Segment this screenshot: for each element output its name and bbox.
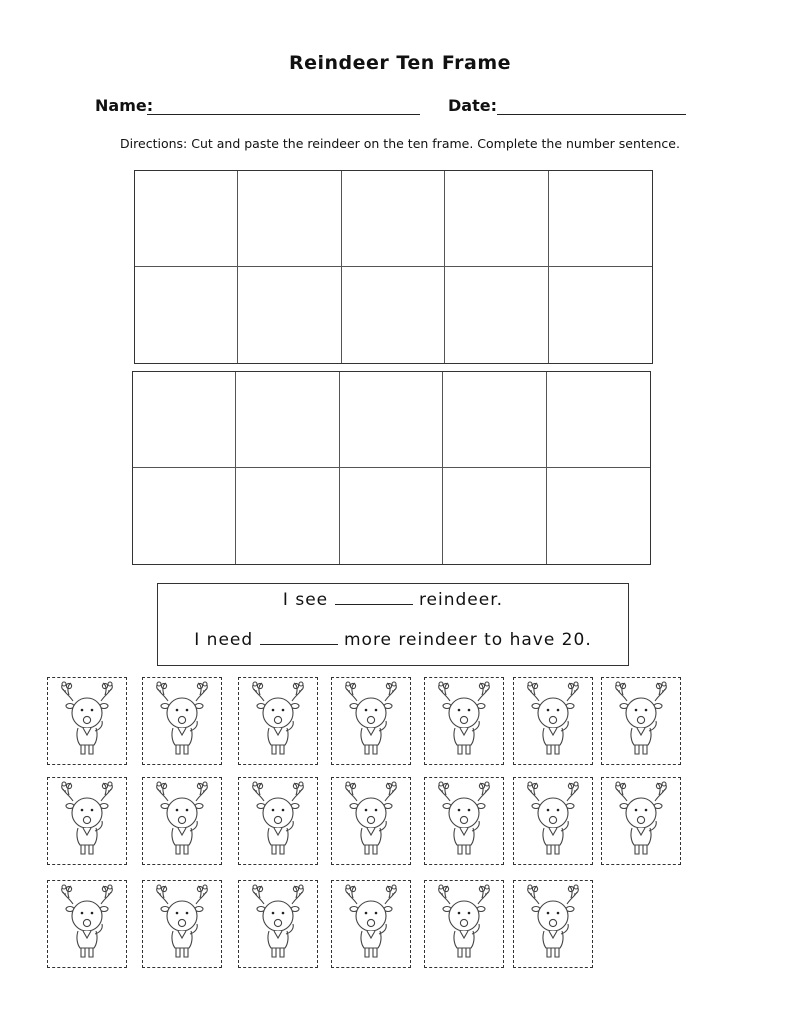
reindeer-card[interactable] [142, 777, 222, 865]
reindeer-card[interactable] [513, 777, 593, 865]
ten-frame-cell[interactable] [133, 372, 236, 468]
ten-frame-cell[interactable] [340, 372, 443, 468]
date-field[interactable] [497, 114, 686, 115]
ten-frame-cell[interactable] [547, 468, 650, 564]
reindeer-card[interactable] [47, 880, 127, 968]
reindeer-icon [343, 679, 399, 763]
page-title: Reindeer Ten Frame [288, 52, 512, 74]
ten-frame-cell[interactable] [342, 171, 445, 267]
reindeer-icon [343, 779, 399, 863]
reindeer-card[interactable] [142, 677, 222, 765]
reindeer-card[interactable] [513, 677, 593, 765]
ten-frame-cell[interactable] [342, 267, 445, 363]
reindeer-card[interactable] [331, 677, 411, 765]
ten-frame-cell[interactable] [549, 267, 652, 363]
number-sentence-2 [158, 630, 628, 650]
number-sentence-box [157, 583, 629, 666]
reindeer-icon [154, 679, 210, 763]
ten-frame-cell[interactable] [236, 372, 339, 468]
ten-frame-cell[interactable] [547, 372, 650, 468]
reindeer-card[interactable] [424, 880, 504, 968]
ten-frame-cell[interactable] [238, 267, 341, 363]
sentence-1-end: reindeer. [418, 590, 504, 610]
reindeer-icon [525, 679, 581, 763]
reindeer-icon [250, 882, 306, 966]
reindeer-card[interactable] [331, 777, 411, 865]
reindeer-icon [436, 882, 492, 966]
reindeer-icon [59, 882, 115, 966]
ten-frame-cell[interactable] [443, 468, 546, 564]
reindeer-card[interactable] [424, 777, 504, 865]
reindeer-card[interactable] [47, 677, 127, 765]
name-field[interactable] [147, 114, 420, 115]
reindeer-card[interactable] [513, 880, 593, 968]
reindeer-icon [436, 679, 492, 763]
reindeer-icon [59, 779, 115, 863]
reindeer-icon [250, 679, 306, 763]
reindeer-icon [525, 882, 581, 966]
ten-frame-cell[interactable] [236, 468, 339, 564]
reindeer-card[interactable] [238, 880, 318, 968]
reindeer-icon [436, 779, 492, 863]
reindeer-icon [525, 779, 581, 863]
ten-frame-2 [132, 371, 651, 565]
reindeer-card[interactable] [331, 880, 411, 968]
ten-frame-cell[interactable] [135, 171, 238, 267]
reindeer-icon [59, 679, 115, 763]
see-count-blank[interactable] [335, 590, 413, 605]
reindeer-icon [343, 882, 399, 966]
reindeer-card[interactable] [601, 677, 681, 765]
reindeer-icon [154, 779, 210, 863]
ten-frame-1 [134, 170, 653, 364]
reindeer-card[interactable] [424, 677, 504, 765]
reindeer-card[interactable] [47, 777, 127, 865]
ten-frame-cell[interactable] [549, 171, 652, 267]
sentence-2-start: I need [194, 630, 254, 650]
ten-frame-cell[interactable] [133, 468, 236, 564]
reindeer-card[interactable] [238, 677, 318, 765]
ten-frame-cell[interactable] [238, 171, 341, 267]
ten-frame-cell[interactable] [445, 171, 548, 267]
need-count-blank[interactable] [260, 630, 338, 645]
ten-frame-cell[interactable] [340, 468, 443, 564]
reindeer-icon [250, 779, 306, 863]
name-label: Name: [95, 96, 154, 115]
reindeer-card[interactable] [142, 880, 222, 968]
reindeer-card[interactable] [601, 777, 681, 865]
reindeer-icon [154, 882, 210, 966]
reindeer-icon [613, 779, 669, 863]
ten-frame-cell[interactable] [445, 267, 548, 363]
number-sentence-1 [158, 590, 628, 610]
sentence-1-start: I see [282, 590, 329, 610]
reindeer-card[interactable] [238, 777, 318, 865]
ten-frame-cell[interactable] [443, 372, 546, 468]
directions-text: Directions: Cut and paste the reindeer on the ten frame. Complete the number sentence. [120, 136, 680, 151]
ten-frame-cell[interactable] [135, 267, 238, 363]
reindeer-icon [613, 679, 669, 763]
sentence-2-end: more reindeer to have 20. [343, 630, 592, 650]
date-label: Date: [448, 96, 497, 115]
